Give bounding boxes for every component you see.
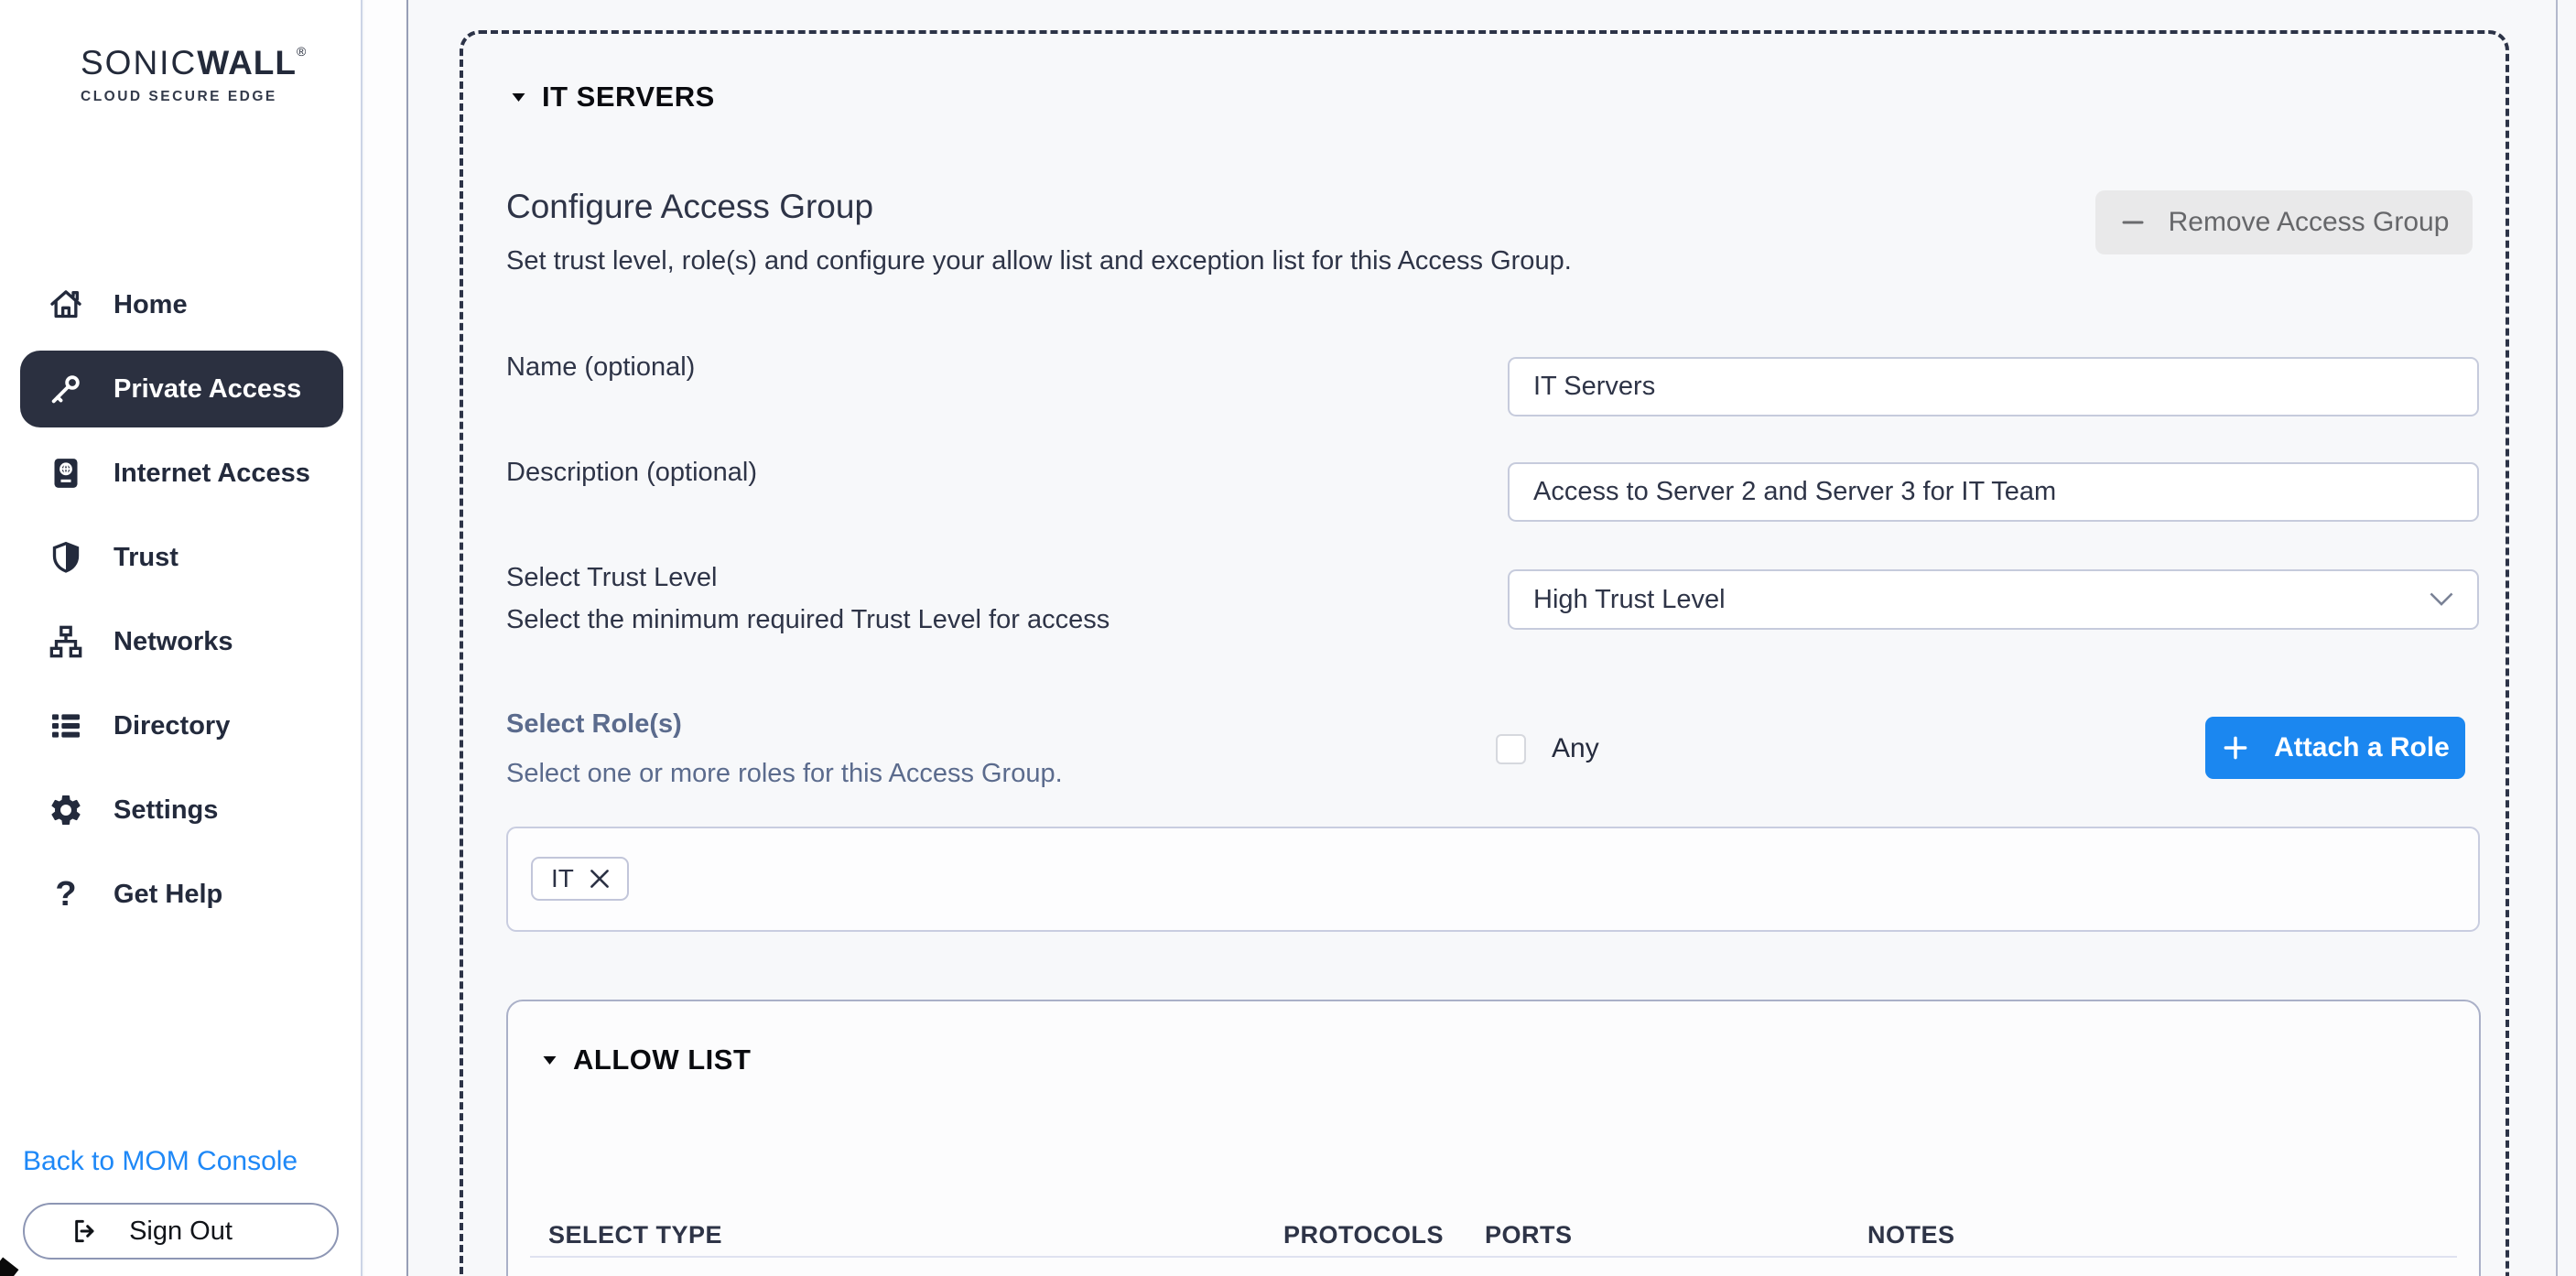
- sidebar-nav: [0, 263, 363, 936]
- remove-button-label: Remove Access Group: [2168, 207, 2450, 237]
- sign-out-button[interactable]: [23, 1203, 339, 1260]
- logo-sonic: SONIC: [81, 44, 198, 81]
- sidebar-item-label: Trust: [114, 542, 179, 572]
- attach-button-label: Attach a Role: [2274, 732, 2450, 762]
- table-header-divider: [530, 1256, 2457, 1258]
- home-icon: [46, 285, 86, 325]
- sonicwall-logo: [81, 44, 308, 105]
- scrollbar-track[interactable]: [2556, 0, 2558, 1276]
- remove-access-group-button[interactable]: [2095, 190, 2473, 254]
- role-chip[interactable]: [531, 857, 629, 901]
- list-icon: [46, 706, 86, 746]
- role-chips-container: [506, 827, 2480, 932]
- section-title: ALLOW LIST: [573, 1044, 752, 1076]
- sidebar-item-label: Private Access: [114, 373, 302, 404]
- logo-registered-mark: ®: [297, 44, 308, 59]
- sidebar-item-internet-access[interactable]: [0, 431, 363, 515]
- trust-level-help: Select the minimum required Trust Level for access: [506, 605, 1110, 634]
- trust-level-select[interactable]: [1508, 569, 2479, 630]
- logo-wordmark: [81, 44, 308, 82]
- sidebar-item-private-access[interactable]: [20, 351, 343, 427]
- sidebar-gutter: [364, 0, 406, 1276]
- attach-role-button[interactable]: [2205, 717, 2465, 779]
- sidebar-item-networks[interactable]: [0, 600, 363, 684]
- sign-out-label: Sign Out: [129, 1216, 233, 1246]
- sidebar-item-label: Directory: [114, 710, 231, 741]
- gear-icon: [46, 790, 86, 830]
- description-label: Description (optional): [506, 458, 758, 487]
- chevron-down-icon: [2430, 592, 2453, 607]
- it-servers-section-toggle[interactable]: [511, 81, 715, 114]
- name-input[interactable]: [1508, 357, 2479, 416]
- column-header-select-type: SELECT TYPE: [548, 1221, 723, 1249]
- section-title: IT SERVERS: [542, 81, 715, 113]
- select-roles-label: Select Role(s): [506, 709, 682, 739]
- sidebar: [0, 0, 363, 1276]
- cutoff-corner-mark: [0, 1258, 18, 1276]
- column-header-notes: NOTES: [1867, 1221, 1955, 1249]
- allow-list-container: [506, 1000, 2481, 1276]
- sidebar-item-label: Networks: [114, 626, 233, 656]
- main-panel: [406, 0, 2576, 1276]
- back-to-mom-console-link[interactable]: Back to MOM Console: [23, 1146, 298, 1176]
- sign-out-icon: [70, 1217, 100, 1246]
- any-label: Any: [1552, 733, 1599, 763]
- key-icon: [46, 369, 86, 409]
- sidebar-item-label: Settings: [114, 795, 219, 825]
- sidebar-item-get-help[interactable]: [0, 852, 363, 936]
- internet-passport-icon: [46, 453, 86, 493]
- minus-icon: [2119, 209, 2147, 236]
- close-icon[interactable]: [590, 870, 609, 888]
- sidebar-item-directory[interactable]: [0, 684, 363, 768]
- plus-icon: [2221, 733, 2250, 762]
- sidebar-item-home[interactable]: [0, 263, 363, 347]
- shield-icon: [46, 537, 86, 578]
- sidebar-item-label: Home: [114, 289, 188, 319]
- logo-tagline: CLOUD SECURE EDGE: [81, 89, 277, 104]
- question-icon: ?: [55, 874, 77, 914]
- description-input[interactable]: [1508, 462, 2479, 522]
- sidebar-item-trust[interactable]: [0, 515, 363, 600]
- trust-level-label: Select Trust Level: [506, 563, 718, 592]
- sidebar-item-settings[interactable]: [0, 768, 363, 852]
- role-chip-label: IT: [551, 864, 574, 892]
- select-roles-help: Select one or more roles for this Access Group.: [506, 759, 1063, 788]
- sitemap-icon: [46, 622, 86, 662]
- allow-list-section-toggle[interactable]: [542, 1044, 751, 1076]
- column-header-protocols: PROTOCOLS: [1283, 1221, 1445, 1249]
- collapse-caret-icon: [511, 92, 526, 103]
- name-label: Name (optional): [506, 352, 696, 382]
- any-role-option: [1496, 733, 1599, 764]
- collapse-caret-icon: [542, 1055, 557, 1065]
- page-title: Configure Access Group: [506, 188, 874, 225]
- trust-level-value: High Trust Level: [1533, 584, 1726, 614]
- logo-wall: WALL: [197, 44, 297, 81]
- page-subtitle: Set trust level, role(s) and configure your allow list and exception list for this Access Group.: [506, 246, 1572, 276]
- any-checkbox[interactable]: [1496, 734, 1526, 764]
- column-header-ports: PORTS: [1485, 1221, 1573, 1249]
- access-group-container: [460, 30, 2509, 1276]
- sidebar-item-label: Get Help: [114, 879, 223, 909]
- sidebar-item-label: Internet Access: [114, 458, 310, 488]
